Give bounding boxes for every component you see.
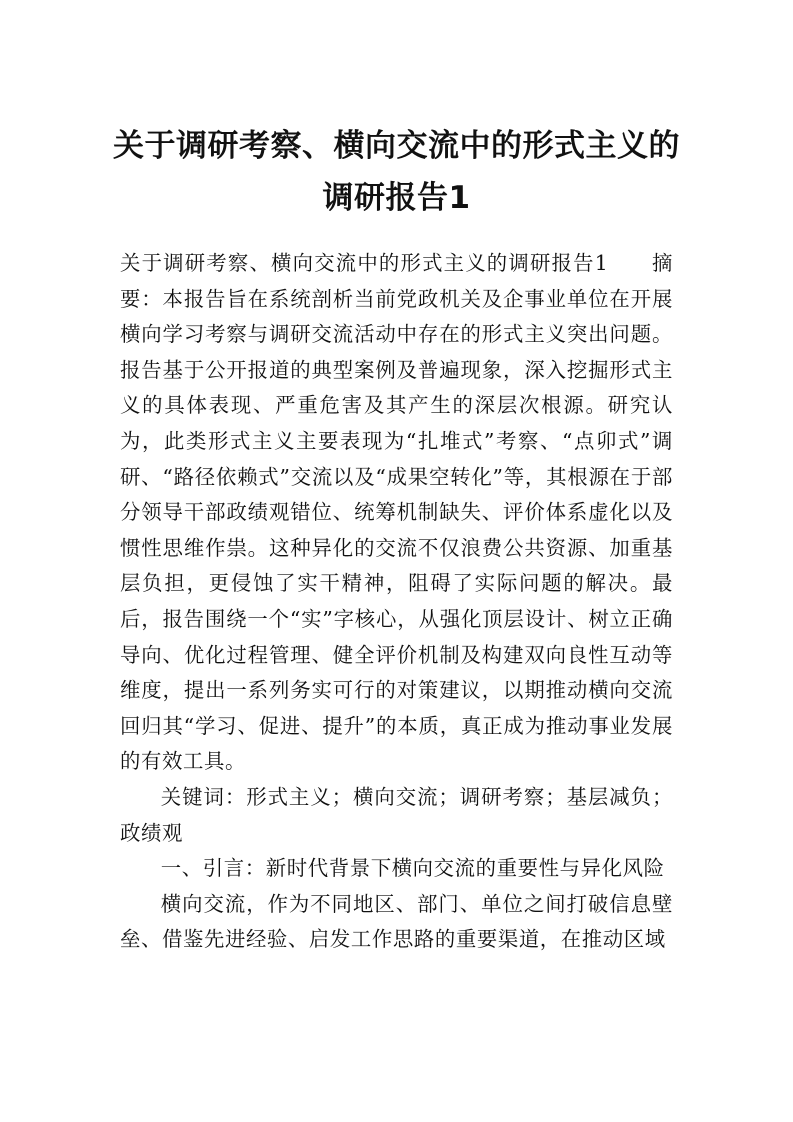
body-paragraph: 横向交流，作为不同地区、部门、单位之间打破信息壁垒、借鉴先进经验、启发工作思路的重要渠道，在推动区域 [120, 891, 673, 952]
keywords-paragraph: 关键词：形式主义；横向交流；调研考察；基层减负；政绩观 [120, 784, 673, 845]
section-heading: 一、引言：新时代背景下横向交流的重要性与异化风险 [160, 856, 665, 881]
document-body [120, 246, 673, 958]
document-title: 关于调研考察、横向交流中的形式主义的调研报告1 [113, 128, 680, 216]
abstract-paragraph: 关于调研考察、横向交流中的形式主义的调研报告1 摘要：本报告旨在系统剖析当前党政机关及企事业单位在开展横向学习考察与调研交流活动中存在的形式主义突出问题。报告基于公开报道的典型案例及普遍现象，深入挖掘形式主义的具体表现、严重危害及其产生的深层次根源。研究认为，此类形式主义主要表现为“扎堆式”考察、“点卯式”调研、“路径依赖式”交流以及“成果空转化”等，其根源在于部分领导干部政绩观错位、统筹机制缺失、评价体系虚化以及惯性思维作祟。这种异化的交流不仅浪费公共资源、加重基层负担，更侵蚀了实干精神，阻碍了实际问题的解决。最后，报告围绕一个“实”字核心，从强化顶层设计、树立正确导向、优化过程管理、健全评价机制及构建双向良性互动等维度，提出一系列务实可行的对策建议，以期推动横向交流回归其“学习、促进、提升”的本质，真正成为推动事业发展的有效工具。 [120, 251, 673, 774]
